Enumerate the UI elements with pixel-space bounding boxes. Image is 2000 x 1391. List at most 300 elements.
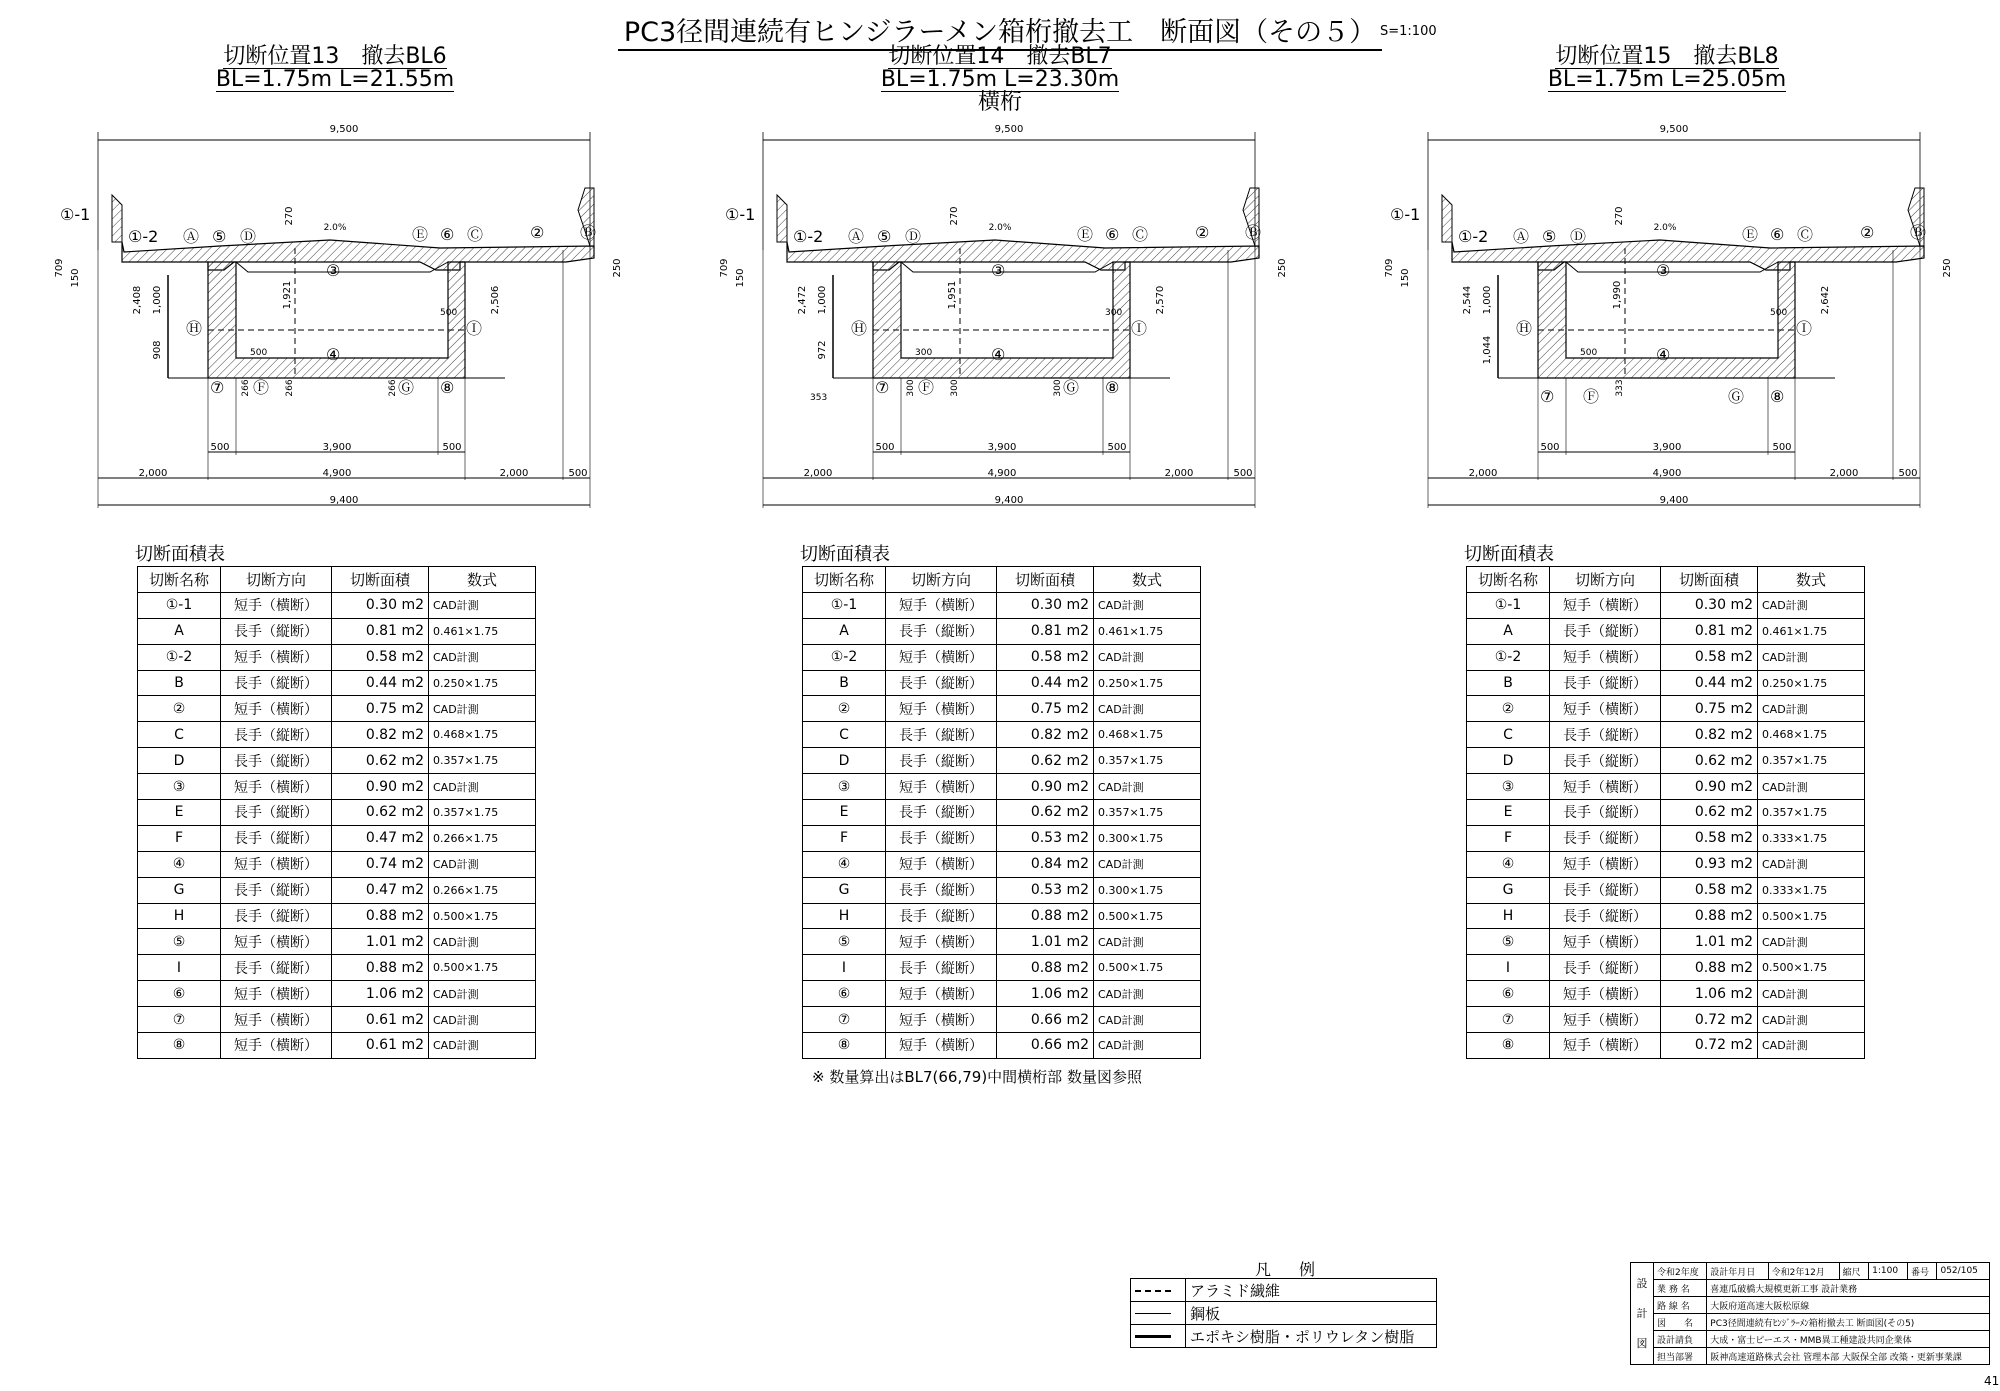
label-H: Ⓗ (1516, 319, 1533, 338)
dim-709: 709 (719, 258, 730, 278)
dim-left-web: 2,408 (132, 285, 143, 315)
formula-cell: CAD計測 (1758, 644, 1865, 670)
cut-area-cell: 0.30 m2 (332, 592, 429, 618)
table-row (803, 903, 1201, 929)
area-table-2 (802, 566, 1201, 1059)
table-title-1: 切断面積表 (135, 544, 225, 565)
cut-area-cell: 0.30 m2 (997, 592, 1094, 618)
formula-cell: CAD計測 (1094, 929, 1201, 955)
dim-f2: 300 (950, 379, 960, 397)
cut-area-cell: 0.44 m2 (332, 670, 429, 696)
cut-area-cell: 0.72 m2 (1661, 1033, 1758, 1059)
cut-area-cell: 0.47 m2 (332, 877, 429, 903)
cut-name-cell: ⑤ (138, 929, 221, 955)
cut-direction-cell: 短手（横断） (886, 1007, 997, 1033)
cut-direction-cell: 長手（縦断） (886, 722, 997, 748)
dim-right-web: 2,570 (1155, 285, 1166, 315)
section-3-heading: 切断位置15 撤去BL8 (1555, 44, 1779, 69)
dim-w3900: 3,900 (322, 442, 352, 453)
table-row (138, 1033, 536, 1059)
cut-direction-cell: 長手（縦断） (221, 618, 332, 644)
dim-f1: 300 (906, 379, 916, 397)
table-header-cell: 切断方向 (221, 567, 332, 593)
dim-w9400: 9,400 (994, 495, 1024, 506)
cut-name-cell: ⑥ (138, 981, 221, 1007)
dim-top: 9,500 (1659, 124, 1689, 135)
formula-cell: 0.357×1.75 (429, 800, 536, 826)
table-row (138, 1007, 536, 1033)
dim-908: 1,044 (1482, 335, 1493, 365)
formula-cell: 0.468×1.75 (1094, 722, 1201, 748)
cut-direction-cell: 短手（横断） (221, 1007, 332, 1033)
cut-area-cell: 0.75 m2 (997, 696, 1094, 722)
cut-direction-cell: 長手（縦断） (886, 748, 997, 774)
cut-area-cell: 0.84 m2 (997, 851, 1094, 877)
legend-row-steel (1131, 1302, 1437, 1325)
cut-area-cell: 1.06 m2 (997, 981, 1094, 1007)
table-row (1467, 696, 1865, 722)
label-6: ⑥ (440, 225, 455, 244)
cut-name-cell: C (138, 722, 221, 748)
cut-name-cell: ④ (138, 851, 221, 877)
dim-709: 709 (1384, 258, 1395, 278)
formula-cell: CAD計測 (1094, 592, 1201, 618)
table-row (1467, 644, 1865, 670)
dim-w2000b: 2,000 (1829, 468, 1859, 479)
cut-name-cell: A (1467, 618, 1550, 644)
label-3: ③ (326, 261, 341, 280)
table-row (138, 618, 536, 644)
title-block-row: 担当部署 阪神高速道路株式会社 管理本部 大阪保全部 改築・更新事業課 (1631, 1348, 1990, 1365)
label-G: Ⓖ (1063, 378, 1080, 397)
cut-direction-cell: 長手（縦断） (221, 825, 332, 851)
cut-area-cell: 1.01 m2 (997, 929, 1094, 955)
tb-date-value: 令和2年12月 (1768, 1263, 1839, 1280)
formula-cell: CAD計測 (1094, 774, 1201, 800)
dim-f2: 266 (285, 379, 295, 397)
cut-area-cell: 0.82 m2 (997, 722, 1094, 748)
cut-direction-cell: 短手（横断） (221, 774, 332, 800)
cut-area-cell: 0.58 m2 (1661, 644, 1758, 670)
cut-direction-cell: 長手（縦断） (886, 877, 997, 903)
page-number: 41 (1984, 1374, 2000, 1388)
dim-250: 250 (1277, 258, 1288, 278)
cut-name-cell: H (803, 903, 886, 929)
label-5: ⑤ (1542, 227, 1557, 246)
label-4: ④ (991, 345, 1006, 364)
label-D: Ⓓ (905, 227, 922, 246)
dim-w500a: 500 (1540, 442, 1560, 453)
formula-cell: CAD計測 (1094, 981, 1201, 1007)
dim-web-l: 500 (1580, 348, 1598, 358)
cut-area-cell: 0.88 m2 (997, 903, 1094, 929)
table-row (138, 929, 536, 955)
table-row (1467, 618, 1865, 644)
label-1-2: ①-2 (128, 227, 159, 246)
label-I: Ⓘ (466, 319, 483, 338)
formula-cell: CAD計測 (429, 929, 536, 955)
table-row (138, 825, 536, 851)
formula-cell: CAD計測 (1758, 929, 1865, 955)
formula-cell: 0.266×1.75 (429, 877, 536, 903)
formula-cell: CAD計測 (429, 592, 536, 618)
dim-w500c: 500 (1233, 468, 1253, 479)
cut-area-cell: 0.58 m2 (1661, 825, 1758, 851)
dim-web-l: 500 (250, 348, 268, 358)
dim-left-web: 2,472 (797, 285, 808, 315)
cut-direction-cell: 長手（縦断） (221, 722, 332, 748)
label-5: ⑤ (212, 227, 227, 246)
cut-area-cell: 0.62 m2 (332, 800, 429, 826)
cut-direction-cell: 長手（縦断） (221, 903, 332, 929)
dim-908: 908 (152, 340, 163, 360)
cut-area-cell: 0.88 m2 (997, 955, 1094, 981)
dim-w500c: 500 (1898, 468, 1918, 479)
table-row (1467, 903, 1865, 929)
formula-cell: CAD計測 (1094, 851, 1201, 877)
table-note-2: ※ 数量算出はBL7(66,79)中間横桁部 数量図参照 (812, 1068, 1142, 1086)
cut-direction-cell: 短手（横断） (1550, 851, 1661, 877)
table-row (803, 696, 1201, 722)
tb-number-value: 052/105 (1937, 1263, 1990, 1280)
label-2: ② (530, 223, 545, 242)
dim-w4900: 4,900 (1652, 468, 1682, 479)
formula-cell: CAD計測 (1758, 696, 1865, 722)
cut-area-cell: 0.81 m2 (1661, 618, 1758, 644)
formula-cell: CAD計測 (1758, 774, 1865, 800)
table-row (803, 955, 1201, 981)
label-E: Ⓔ (1742, 225, 1759, 244)
table-header-row (138, 567, 536, 593)
label-F: Ⓕ (1583, 387, 1600, 406)
cut-area-cell: 0.74 m2 (332, 851, 429, 877)
cut-area-cell: 0.88 m2 (1661, 903, 1758, 929)
formula-cell: CAD計測 (429, 1007, 536, 1033)
legend-label-aramid: アラミド繊維 (1186, 1279, 1437, 1302)
label-F: Ⓕ (918, 378, 935, 397)
cut-name-cell: H (1467, 903, 1550, 929)
table-row (803, 748, 1201, 774)
dim-w500a: 500 (875, 442, 895, 453)
dim-right-web: 2,506 (490, 285, 501, 315)
cut-area-cell: 0.88 m2 (332, 903, 429, 929)
formula-cell: 0.500×1.75 (429, 955, 536, 981)
formula-cell: 0.357×1.75 (1758, 748, 1865, 774)
label-5: ⑤ (877, 227, 892, 246)
formula-cell: 0.357×1.75 (1094, 748, 1201, 774)
formula-cell: CAD計測 (1758, 981, 1865, 1007)
table-header-cell: 切断面積 (997, 567, 1094, 593)
cut-name-cell: ② (1467, 696, 1550, 722)
section-2-heading: 切断位置14 撤去BL7 (888, 44, 1112, 69)
cut-name-cell: ⑥ (803, 981, 886, 1007)
dim-w500b: 500 (1107, 442, 1127, 453)
table-row (803, 800, 1201, 826)
label-7: ⑦ (875, 378, 890, 397)
cut-area-cell: 0.62 m2 (332, 748, 429, 774)
dim-slope: 2.0% (1653, 223, 1677, 233)
legend-row-resin (1131, 1325, 1437, 1348)
table-row (138, 722, 536, 748)
legend-table (1130, 1278, 1437, 1348)
dim-150: 150 (70, 268, 81, 288)
table-row (138, 955, 536, 981)
table-row (1467, 955, 1865, 981)
dim-w3900: 3,900 (987, 442, 1017, 453)
formula-cell: 0.500×1.75 (1758, 955, 1865, 981)
dim-right-web: 2,642 (1820, 285, 1831, 315)
dashed-line-icon (1135, 1290, 1171, 1292)
cut-name-cell: F (803, 825, 886, 851)
formula-cell: CAD計測 (429, 1033, 536, 1059)
cut-area-cell: 0.47 m2 (332, 825, 429, 851)
cut-name-cell: F (1467, 825, 1550, 851)
dim-w3900: 3,900 (1652, 442, 1682, 453)
cut-direction-cell: 短手（横断） (1550, 696, 1661, 722)
cut-name-cell: D (803, 748, 886, 774)
formula-cell: CAD計測 (1094, 1007, 1201, 1033)
label-1-1: ①-1 (1390, 205, 1421, 224)
table-header-cell: 切断名称 (138, 567, 221, 593)
dim-slope: 2.0% (323, 223, 347, 233)
cut-direction-cell: 短手（横断） (886, 929, 997, 955)
title-block-row: 設計請負 大成・富士ピーエス・MMB異工種建設共同企業体 (1631, 1331, 1990, 1348)
label-D: Ⓓ (240, 227, 257, 246)
table-row (1467, 1007, 1865, 1033)
cut-name-cell: ①-2 (138, 644, 221, 670)
cut-area-cell: 0.82 m2 (1661, 722, 1758, 748)
cut-direction-cell: 短手（横断） (221, 851, 332, 877)
cut-direction-cell: 長手（縦断） (886, 670, 997, 696)
table-header-cell: 切断方向 (1550, 567, 1661, 593)
formula-cell: 0.357×1.75 (1758, 800, 1865, 826)
formula-cell: CAD計測 (1758, 592, 1865, 618)
table-row (1467, 851, 1865, 877)
cut-direction-cell: 短手（横断） (1550, 774, 1661, 800)
dim-270: 270 (949, 206, 960, 226)
cut-name-cell: I (803, 955, 886, 981)
cut-area-cell: 0.66 m2 (997, 1033, 1094, 1059)
dim-709: 709 (54, 258, 65, 278)
cut-name-cell: ⑧ (1467, 1033, 1550, 1059)
formula-cell: CAD計測 (1094, 1033, 1201, 1059)
table-row (1467, 929, 1865, 955)
formula-cell: CAD計測 (1094, 644, 1201, 670)
cut-direction-cell: 短手（横断） (1550, 644, 1661, 670)
cut-direction-cell: 長手（縦断） (1550, 670, 1661, 696)
dim-f1: 266 (241, 379, 251, 397)
dim-top: 9,500 (994, 124, 1024, 135)
cut-name-cell: A (803, 618, 886, 644)
label-2: ② (1195, 223, 1210, 242)
cut-name-cell: ①-1 (138, 592, 221, 618)
dim-web-r: 500 (440, 308, 458, 318)
formula-cell: CAD計測 (429, 644, 536, 670)
cut-direction-cell: 長手（縦断） (886, 618, 997, 644)
cut-name-cell: F (138, 825, 221, 851)
table-row (803, 929, 1201, 955)
table-header-row (1467, 567, 1865, 593)
table-header-row (803, 567, 1201, 593)
cut-direction-cell: 長手（縦断） (1550, 955, 1661, 981)
table-row (1467, 877, 1865, 903)
label-B: Ⓑ (1245, 223, 1262, 242)
cut-area-cell: 0.30 m2 (1661, 592, 1758, 618)
table-row (138, 670, 536, 696)
dim-web-r: 300 (1105, 308, 1123, 318)
dim-left-web: 2,544 (1462, 285, 1473, 315)
cut-direction-cell: 長手（縦断） (1550, 903, 1661, 929)
cut-name-cell: H (138, 903, 221, 929)
dim-top: 9,500 (329, 124, 359, 135)
cut-area-cell: 0.58 m2 (1661, 877, 1758, 903)
dim-f3: 266 (388, 379, 398, 397)
formula-cell: 0.333×1.75 (1758, 825, 1865, 851)
scale-label: S=1:100 (1380, 24, 1437, 39)
cut-direction-cell: 長手（縦断） (221, 877, 332, 903)
label-1-2: ①-2 (793, 227, 824, 246)
formula-cell: CAD計測 (1094, 696, 1201, 722)
dim-extra: 353 (810, 393, 828, 403)
cut-name-cell: ③ (138, 774, 221, 800)
formula-cell: CAD計測 (429, 851, 536, 877)
table-title-3: 切断面積表 (1464, 544, 1554, 565)
dim-w500a: 500 (210, 442, 230, 453)
table-row (803, 644, 1201, 670)
table-row (1467, 670, 1865, 696)
dim-left-in: 1,000 (152, 285, 163, 315)
cut-name-cell: ⑥ (1467, 981, 1550, 1007)
cut-area-cell: 0.62 m2 (997, 800, 1094, 826)
cut-name-cell: E (138, 800, 221, 826)
section-1-heading: 切断位置13 撤去BL6 (223, 44, 447, 69)
label-F: Ⓕ (253, 378, 270, 397)
cut-name-cell: B (138, 670, 221, 696)
cut-area-cell: 0.44 m2 (1661, 670, 1758, 696)
cut-direction-cell: 短手（横断） (1550, 1007, 1661, 1033)
formula-cell: 0.500×1.75 (1094, 955, 1201, 981)
label-3: ③ (1656, 261, 1671, 280)
formula-cell: CAD計測 (429, 981, 536, 1007)
area-table-3 (1466, 566, 1865, 1059)
cut-name-cell: B (803, 670, 886, 696)
table-row (138, 877, 536, 903)
cut-area-cell: 0.81 m2 (332, 618, 429, 644)
cut-name-cell: ⑧ (803, 1033, 886, 1059)
cut-name-cell: D (138, 748, 221, 774)
table-row (138, 644, 536, 670)
cut-direction-cell: 短手（横断） (221, 981, 332, 1007)
section-2-sub: BL=1.75m L=23.30m (880, 67, 1120, 92)
cut-direction-cell: 短手（横断） (886, 696, 997, 722)
cut-area-cell: 0.62 m2 (1661, 748, 1758, 774)
tb-scale-value: 1:100 (1869, 1263, 1908, 1280)
dim-250: 250 (612, 258, 623, 278)
thick-line-icon (1135, 1335, 1171, 1338)
cut-direction-cell: 短手（横断） (886, 981, 997, 1007)
table-title-2: 切断面積表 (800, 544, 890, 565)
cut-area-cell: 0.61 m2 (332, 1033, 429, 1059)
dim-slope: 2.0% (988, 223, 1012, 233)
section-2-extra: 横桁 (977, 90, 1022, 115)
dim-web-r: 500 (1770, 308, 1788, 318)
dim-270: 270 (284, 206, 295, 226)
table-row (803, 877, 1201, 903)
cross-section-3 (1384, 124, 1953, 508)
legend-row-aramid (1131, 1279, 1437, 1302)
label-2: ② (1860, 223, 1875, 242)
label-D: Ⓓ (1570, 227, 1587, 246)
cut-direction-cell: 短手（横断） (886, 592, 997, 618)
dim-150: 150 (1400, 268, 1411, 288)
formula-cell: 0.500×1.75 (429, 903, 536, 929)
label-1-2: ①-2 (1458, 227, 1489, 246)
table-row (138, 774, 536, 800)
table-row (803, 851, 1201, 877)
table-row (1467, 800, 1865, 826)
dim-270: 270 (1614, 206, 1625, 226)
cut-name-cell: ③ (803, 774, 886, 800)
table-header-cell: 切断面積 (1661, 567, 1758, 593)
cut-name-cell: ③ (1467, 774, 1550, 800)
table-row (1467, 722, 1865, 748)
cut-area-cell: 0.53 m2 (997, 877, 1094, 903)
dim-250: 250 (1942, 258, 1953, 278)
label-4: ④ (326, 345, 341, 364)
label-7: ⑦ (210, 378, 225, 397)
label-B: Ⓑ (1910, 223, 1927, 242)
label-A: Ⓐ (1513, 227, 1530, 246)
dim-w500b: 500 (442, 442, 462, 453)
table-row (1467, 1033, 1865, 1059)
table-row (1467, 774, 1865, 800)
section-1-sub: BL=1.75m L=21.55m (215, 67, 455, 92)
legend-label-resin: エポキシ樹脂・ポリウレタン樹脂 (1186, 1325, 1437, 1348)
cut-direction-cell: 長手（縦断） (221, 800, 332, 826)
cut-name-cell: ①-2 (803, 644, 886, 670)
dim-150: 150 (735, 268, 746, 288)
formula-cell: 0.468×1.75 (429, 722, 536, 748)
label-H: Ⓗ (186, 319, 203, 338)
tb-number-label: 番号 (1907, 1263, 1937, 1280)
label-E: Ⓔ (1077, 225, 1094, 244)
cut-direction-cell: 長手（縦断） (221, 748, 332, 774)
cross-section-2 (719, 124, 1288, 508)
label-6: ⑥ (1770, 225, 1785, 244)
formula-cell: 0.461×1.75 (1758, 618, 1865, 644)
table-header-cell: 切断方向 (886, 567, 997, 593)
table-row (138, 851, 536, 877)
table-row (803, 1033, 1201, 1059)
label-1-1: ①-1 (725, 205, 756, 224)
cut-direction-cell: 短手（横断） (221, 1033, 332, 1059)
cut-direction-cell: 短手（横断） (1550, 592, 1661, 618)
dim-w500c: 500 (568, 468, 588, 479)
table-row (803, 618, 1201, 644)
cut-name-cell: D (1467, 748, 1550, 774)
cut-name-cell: ⑤ (803, 929, 886, 955)
table-row (803, 1007, 1201, 1033)
cut-name-cell: ⑤ (1467, 929, 1550, 955)
cut-area-cell: 0.90 m2 (332, 774, 429, 800)
dim-w2000a: 2,000 (803, 468, 833, 479)
cut-direction-cell: 長手（縦断） (1550, 748, 1661, 774)
table-row (803, 774, 1201, 800)
label-C: Ⓒ (467, 225, 484, 244)
table-row (803, 592, 1201, 618)
cut-area-cell: 0.90 m2 (1661, 774, 1758, 800)
cut-name-cell: ①-2 (1467, 644, 1550, 670)
